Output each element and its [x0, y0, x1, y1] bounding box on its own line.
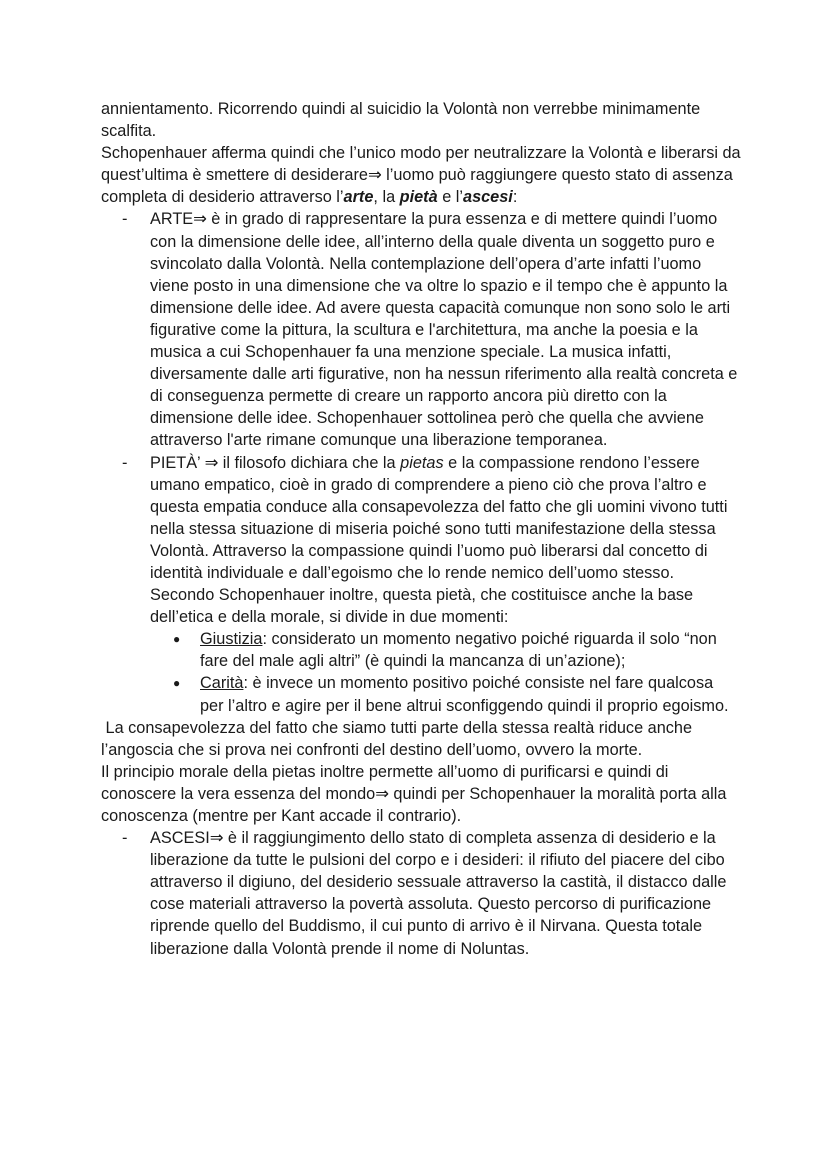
- dot-bullet: ●: [173, 632, 181, 647]
- paragraph-neutralizzare-volonta: [101, 142, 741, 208]
- text-segment: , la: [373, 188, 400, 207]
- dot-list-momenti: [150, 628, 741, 716]
- text-segment: : è invece un momento positivo poiché consiste nel fare qualcosa per l’altro e agire per il bene altrui sconfiggendo quindi il proprio egoismo.: [200, 674, 729, 715]
- document-page: [101, 98, 741, 960]
- term-giustizia: Giustizia: [200, 630, 263, 649]
- emphasis-pieta: pietà: [399, 188, 438, 207]
- list-item-carita: [173, 672, 741, 716]
- emphasis-ascesi: ascesi: [463, 188, 513, 207]
- dash-bullet: -: [122, 453, 128, 472]
- list-item-giustizia: [173, 628, 741, 672]
- list-item-ascesi: [122, 827, 741, 960]
- dash-list-arte-pieta: [101, 208, 741, 716]
- paragraph-consapevolezza: La consapevolezza del fatto che siamo tutti parte della stessa realtà riduce anche l’angoscia che si prova nei confronti del destino dell’uomo, ovvero la morte.: [101, 718, 697, 759]
- term-carita: Carità: [200, 674, 244, 693]
- paragraph-annientamento: annientamento. Ricorrendo quindi al suicidio la Volontà non verrebbe minimamente scalfita.: [101, 100, 701, 141]
- list-item-arte: [122, 208, 741, 451]
- list-item-arte-text: ARTE⇒ è in grado di rappresentare la pura essenza e di mettere quindi l’uomo con la dimensione delle idee, all’interno della quale diventa un soggetto puro e svincolato dalla Volontà. Nella contemplazione dell’opera d’arte infatti l’uomo viene posto in una dimensione che va oltre lo spazio e il tempo che è appunto la dimensione delle idee. Ad avere questa capacità comunque non sono solo le arti figurative come la pittura, la scultura e l'architettura, ma anche la poesia e la musica a cui Schopenhauer fa una menzione speciale. La musica infatti, diversamente dalle arti figurative, non ha nessun riferimento alla realtà concreta e di conseguenza permette di creare un rapporto ancora più diretto con la dimensione delle idee. Schopenhauer sottolinea però che quella che avviene attraverso l'arte rimane comunque una liberazione temporanea.: [150, 210, 738, 450]
- text-segment: :: [512, 188, 518, 207]
- dash-bullet: -: [122, 829, 128, 848]
- dash-list-ascesi: [101, 827, 741, 960]
- emphasis-pietas: pietas: [400, 453, 444, 472]
- text-segment: e la compassione rendono l’essere umano empatico, cioè in grado di comprendere a pieno ciò che prova l’altro e questa empatia conduce alla consapevolezza del fatto che gli uomini vivono tutti nella stessa situazione di miseria poiché sono tutti manifestazione della stessa Volontà. Attraverso la compassione quindi l’uomo può liberarsi dal concetto di identità individuale e dall’egoismo che lo rende nemico dell’uomo stesso. Secondo Schopenhauer inoltre, questa pietà, che costituisce anche la base dell’etica e della morale, si divide in due momenti:: [150, 453, 728, 627]
- text-segment: Schopenhauer afferma quindi che l’unico modo per neutralizzare la Volontà e liberarsi da quest’ultima è smettere di desiderare⇒ l’uomo può raggiungere questo stato di assenza completa di desiderio attraverso l’: [101, 144, 741, 207]
- text-segment: e l’: [437, 188, 464, 207]
- paragraph-principio-morale: Il principio morale della pietas inoltre permette all’uomo di purificarsi e quindi di conoscere la vera essenza del mondo⇒ quindi per Schopenhauer la moralità porta alla conoscenza (mentre per Kant accade il contrario).: [101, 762, 727, 825]
- list-item-pieta: [122, 452, 741, 717]
- text-segment: : considerato un momento negativo poiché riguarda il solo “non fare del male agli altri” (è quindi la mancanza di un’azione);: [200, 630, 717, 671]
- dot-bullet: ●: [173, 676, 181, 691]
- dash-bullet: -: [122, 210, 128, 229]
- list-item-ascesi-text: ASCESI⇒ è il raggiungimento dello stato di completa assenza di desiderio e la liberazione da tutte le pulsioni del corpo e i desideri: il rifiuto del piacere del cibo attraverso il digiuno, del desiderio sessuale attraverso la castità, il distacco dalle cose materiali attraverso la povertà assoluta. Questo percorso di purificazione riprende quello del Buddismo, il cui punto di arrivo è il Nirvana. Questa totale liberazione dalla Volontà prende il nome di Noluntas.: [150, 829, 727, 958]
- text-segment: PIETÀ’ ⇒ il filosofo dichiara che la: [150, 453, 401, 472]
- emphasis-arte: arte: [343, 188, 374, 207]
